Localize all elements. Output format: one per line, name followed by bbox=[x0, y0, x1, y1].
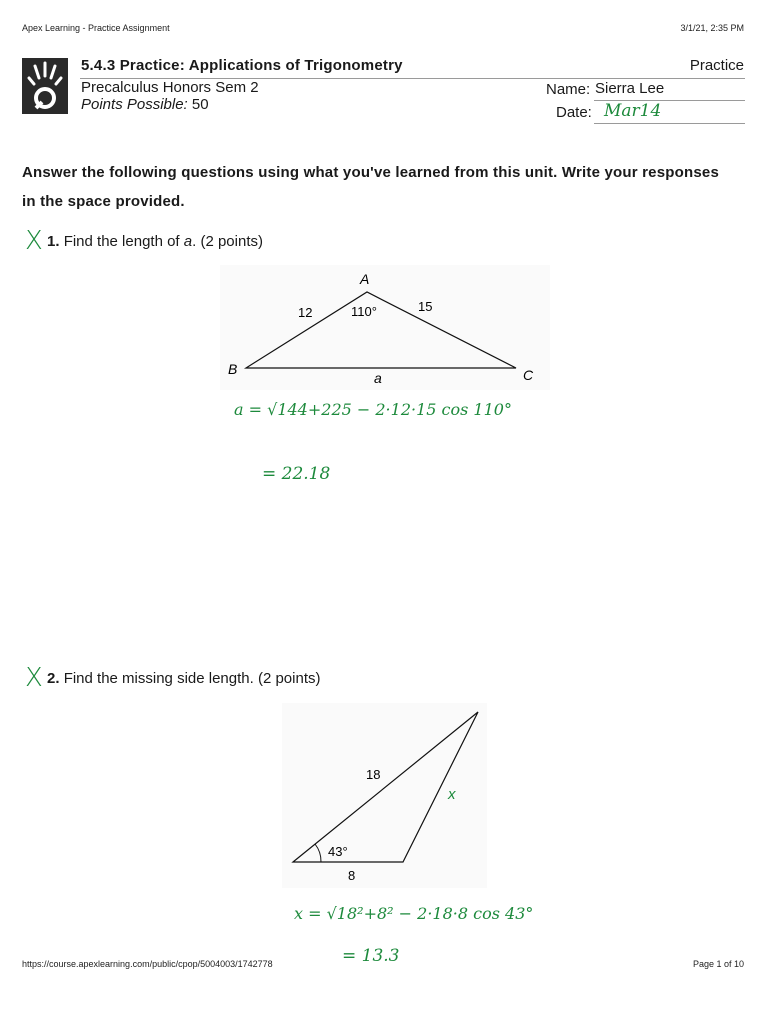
triangle-abc-figure bbox=[220, 265, 550, 390]
question-1-text: Find the length of bbox=[63, 233, 184, 250]
name-label: Name: bbox=[546, 81, 591, 98]
side-ab-label: 12 bbox=[298, 305, 313, 320]
points-label: Points Possible: bbox=[81, 96, 188, 113]
question-1-number: 1. bbox=[47, 233, 60, 250]
course-name: Precalculus Honors Sem 2 bbox=[81, 79, 259, 96]
date-underline bbox=[594, 123, 745, 124]
side-ac-label: 15 bbox=[418, 299, 433, 314]
name-value: Sierra Lee bbox=[595, 80, 665, 97]
footer-page-number: Page 1 of 10 bbox=[692, 959, 744, 969]
side-x-label: x bbox=[448, 786, 456, 803]
apex-logo-icon bbox=[22, 58, 68, 114]
question-2-work-line-1: x = √18²+8² − 2·18·8 cos 43° bbox=[294, 904, 534, 923]
vertex-c-label: C bbox=[523, 367, 534, 383]
x-mark-icon: X bbox=[25, 226, 43, 256]
assignment-type: Practice bbox=[689, 57, 744, 74]
x-mark-icon: X bbox=[25, 663, 43, 693]
angle-a-label: 110° bbox=[351, 304, 377, 319]
question-2-prompt bbox=[47, 670, 320, 687]
instructions: Answer the following questions using what you've learned from this unit. Write your responses in the space provided. bbox=[22, 164, 719, 210]
date-value: Mar14 bbox=[604, 101, 662, 121]
question-2-text: Find the missing side length. (2 points) bbox=[63, 670, 321, 687]
question-2-number: 2. bbox=[47, 670, 60, 687]
side-8-label: 8 bbox=[348, 868, 356, 883]
footer-url: https://course.apexlearning.com/public/cpop/5004003/1742778 bbox=[22, 959, 273, 969]
question-2-answer: = 13.3 bbox=[342, 946, 400, 966]
side-18-label: 18 bbox=[366, 767, 381, 782]
points-value: 50 bbox=[191, 96, 209, 113]
question-1-points: . (2 points) bbox=[192, 233, 263, 250]
points-possible bbox=[81, 96, 209, 113]
question-1-work-line-1: a = √144+225 − 2·12·15 cos 110° bbox=[234, 400, 512, 419]
question-1-variable: a bbox=[183, 233, 193, 250]
question-1-prompt bbox=[47, 233, 263, 250]
triangle-2-figure bbox=[282, 703, 487, 888]
vertex-b-label: B bbox=[228, 361, 238, 377]
page-title: 5.4.3 Practice: Applications of Trigonometry bbox=[81, 57, 403, 74]
print-header-title: Apex Learning - Practice Assignment bbox=[22, 23, 170, 33]
date-label: Date: bbox=[556, 104, 592, 121]
print-header-datetime: 3/1/21, 2:35 PM bbox=[680, 23, 744, 33]
side-bc-label: a bbox=[374, 370, 382, 386]
question-1-answer: = 22.18 bbox=[262, 464, 331, 484]
vertex-a-label: A bbox=[360, 271, 370, 287]
angle-label: 43° bbox=[328, 844, 348, 859]
